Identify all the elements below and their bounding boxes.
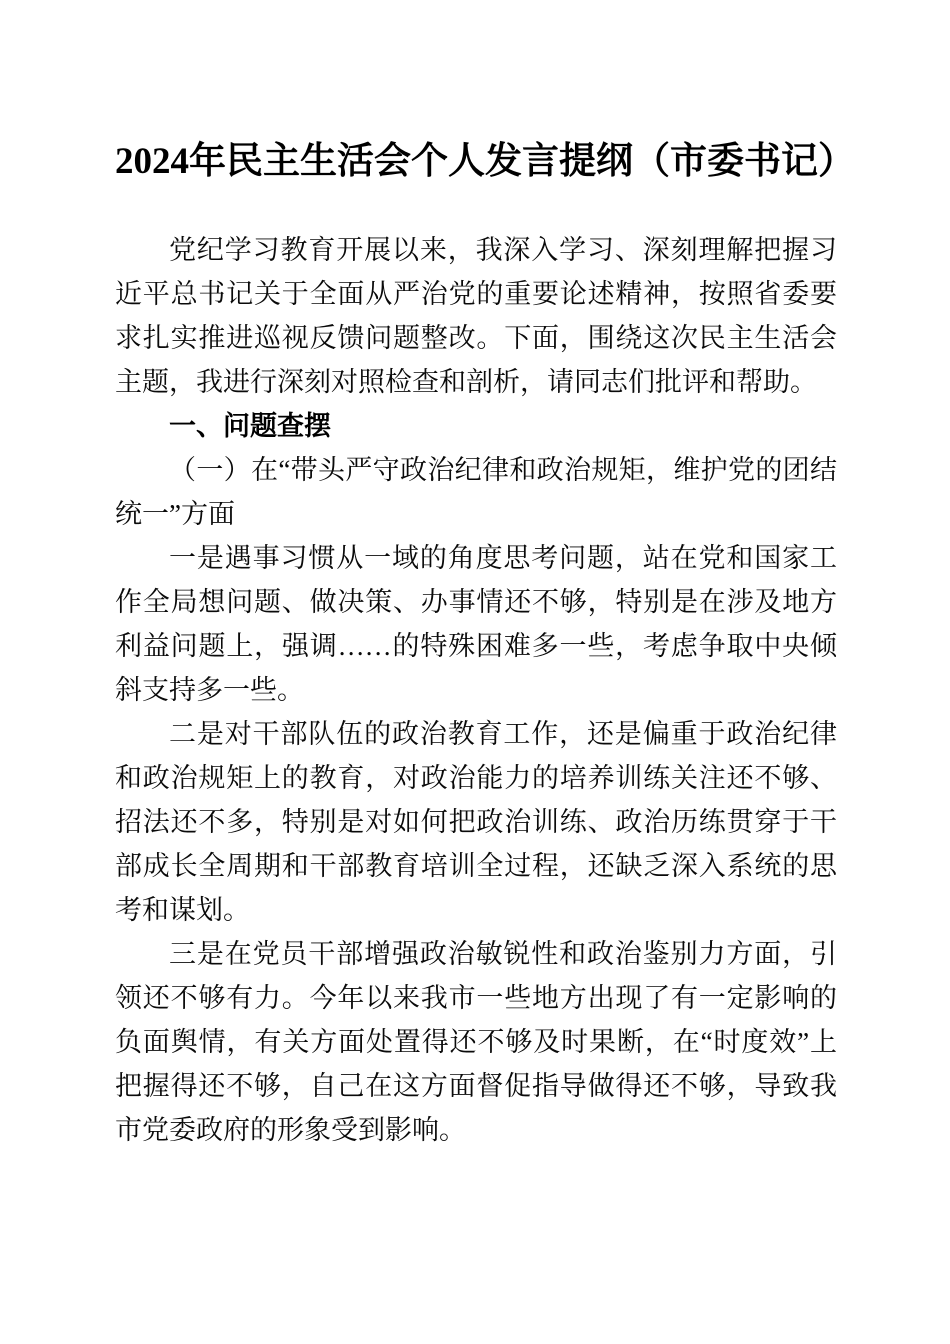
subsection-heading-1: （一）在“带头严守政治纪律和政治规矩，维护党的团结统一”方面 bbox=[115, 455, 837, 529]
intro-paragraph: 党纪学习教育开展以来，我深入学习、深刻理解把握习近平总书记关于全面从严治党的重要论述精神，按照省委要求扎实推进巡视反馈问题整改。下面，围绕这次民主生活会主题，我进行深刻对照检查和剖析，请同志们批评和帮助。 bbox=[115, 235, 837, 397]
item-paragraph-3: 三是在党员干部增强政治敏锐性和政治鉴别力方面，引领还不够有力。今年以来我市一些地方出现了有一定影响的负面舆情，有关方面处置得还不够及时果断，在“时度效”上把握得还不够，自己在这方面督促指导做得还不够，导致我市党委政府的形象受到影响。 bbox=[115, 939, 837, 1145]
item-paragraph-2: 二是对干部队伍的政治教育工作，还是偏重于政治纪律和政治规矩上的教育，对政治能力的培养训练关注还不够、招法还不多，特别是对如何把政治训练、政治历练贯穿于干部成长全周期和干部教育培训全过程，还缺乏深入系统的思考和谋划。 bbox=[115, 719, 837, 925]
section-heading-problems: 一、问题查摆 bbox=[169, 411, 331, 441]
document-content bbox=[115, 136, 855, 1152]
document-title: 2024年民主生活会个人发言提纲（市委书记） bbox=[115, 141, 855, 182]
item-paragraph-1: 一是遇事习惯从一域的角度思考问题，站在党和国家工作全局想问题、做决策、办事情还不够，特别是在涉及地方利益问题上，强调……的特殊困难多一些，考虑争取中央倾斜支持多一些。 bbox=[115, 543, 837, 705]
